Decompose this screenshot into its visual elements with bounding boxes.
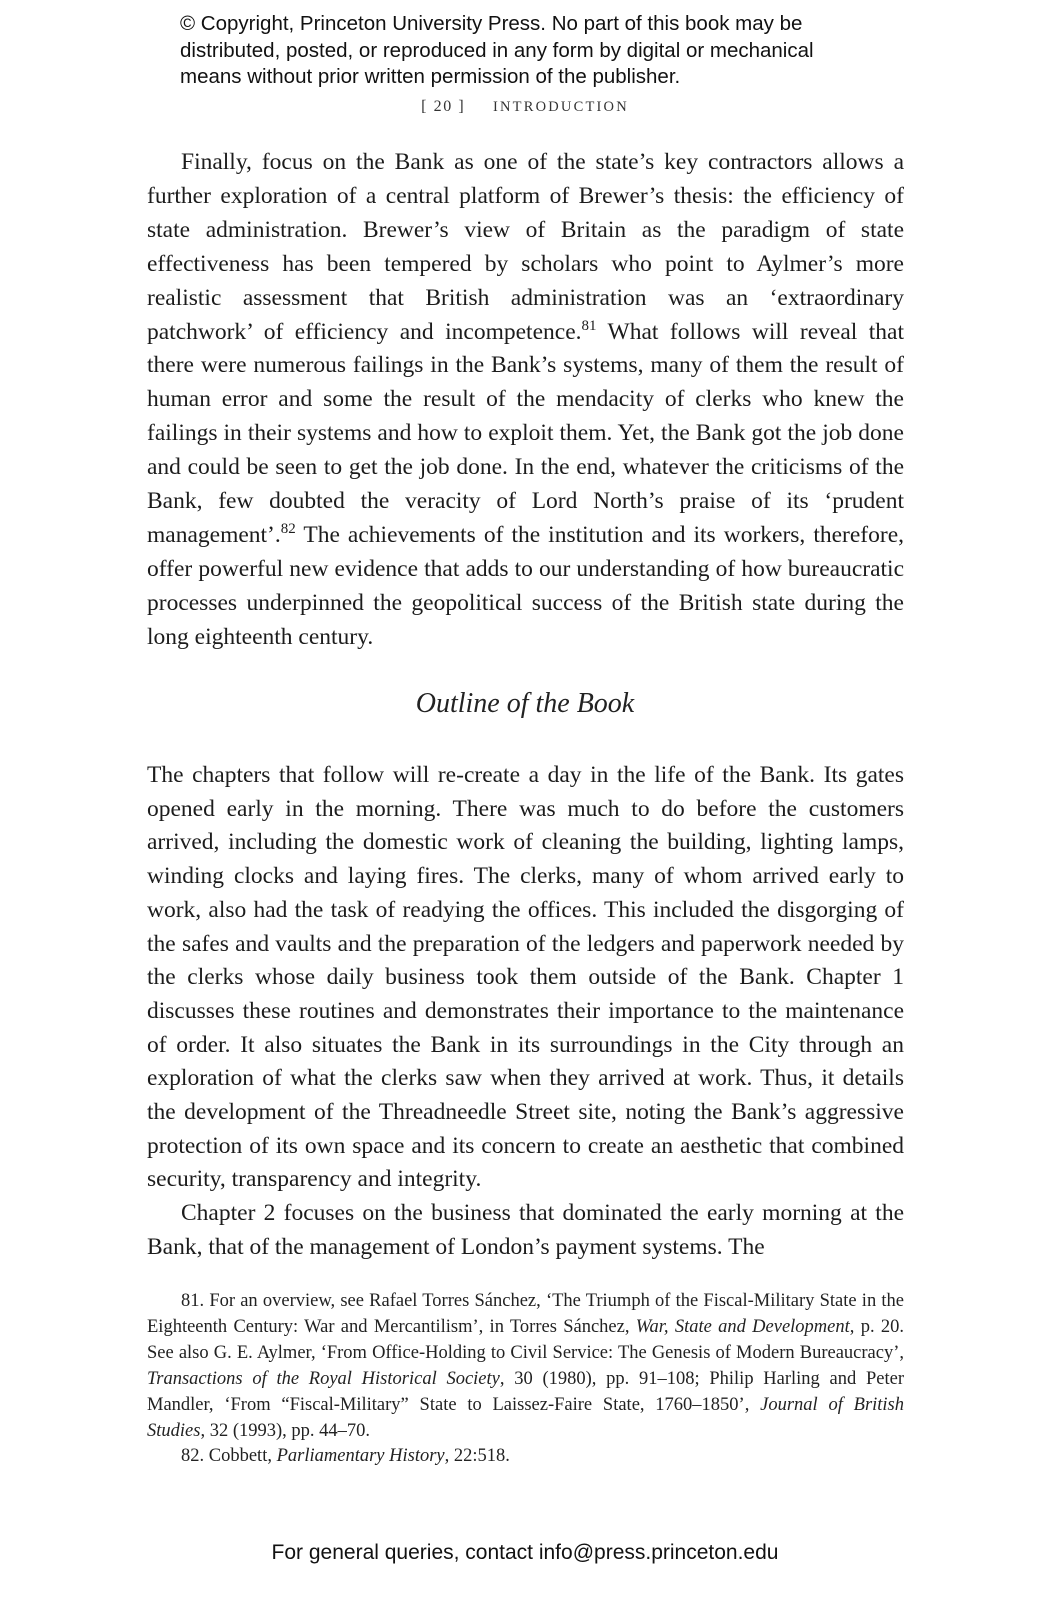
footnote-title: Parliamentary History xyxy=(276,1446,445,1467)
footnotes xyxy=(147,1289,904,1470)
footnote-text: , 32 (1993), pp. 44–70. xyxy=(200,1420,371,1441)
paragraph: Chapter 2 focuses on the business that dominated the early morning at the Bank, that of the management of London’s payment systems. The xyxy=(147,1200,904,1260)
paragraph xyxy=(147,146,904,655)
body-text-bottom xyxy=(147,759,904,1265)
footnote-81 xyxy=(147,1289,904,1444)
footnote-title: Transactions of the Royal Historical Society xyxy=(147,1368,500,1389)
footnote-title: War, State and Development xyxy=(635,1316,850,1337)
copyright-line: © Copyright, Princeton University Press. No part of this book may be xyxy=(180,12,803,35)
footnote-text: 81. For an overview, see Rafael Torres Sánchez, ‘The Triumph of the Fiscal-Military State in the Eighteenth Century: War and Mercantilism’, in Torres Sánchez, xyxy=(147,1291,904,1337)
footnote-ref-82: 82 xyxy=(280,520,296,537)
running-head-section: INTRODUCTION xyxy=(492,99,629,115)
running-head xyxy=(0,98,1050,116)
copyright-line: distributed, posted, or reproduced in any form by digital or mechanical xyxy=(180,38,814,62)
footnote-text: , 22:518. xyxy=(444,1446,510,1467)
page-number: [ 20 ] xyxy=(421,98,466,115)
copyright-notice xyxy=(180,11,900,91)
section-heading: Outline of the Book xyxy=(415,688,635,719)
paragraph-text: The achievements of the institution and its workers, therefore, offer powerful new evidence that adds to our understanding of how bureaucratic processes underpinned the geopolitical success of the British state during the long eighteenth century. xyxy=(147,521,904,650)
footnote-text: , p. 20. See also G. E. Aylmer, ‘From Office-Holding to Civil Service: The Genesis of Modern Bureaucracy’, xyxy=(147,1316,904,1363)
footnote-title: Journal of British Studies xyxy=(147,1394,905,1441)
footnote-ref-81: 81 xyxy=(581,317,597,334)
paragraph-text: What follows will reveal that there were numerous failings in the Bank’s systems, many of them the result of human error and some the result of the mendacity of clerks who knew the failings in their systems and how to exploit them. Yet, the Bank got the job done and could be seen to get the job done. In the end, whatever the criticisms of the Bank, few doubted the veracity of Lord North’s praise of its ‘prudent management’. xyxy=(147,318,904,548)
footer-contact: For general queries, contact info@press.princeton.edu xyxy=(271,1541,779,1564)
copyright-line: means without prior written permission of the publisher. xyxy=(180,65,681,88)
paragraph-text: Finally, focus on the Bank as one of the state’s key contractors allows a further exploration of a central platform of Brewer’s thesis: the efficiency of state administration. Brewer’s view of Britain as the paradigm of state effectiveness has been tempered by scholars who point to Aylmer’s more realistic assessment that British administration was an ‘extraordinary patchwork’ of efficiency and incompetence. xyxy=(147,149,904,345)
footnote-text: , 30 (1980), pp. 91–108; Philip Harling and Peter Mandler, ‘From “Fiscal-Military” State to Laissez-Faire State, 1760–1850’, xyxy=(147,1368,904,1415)
body-text-top xyxy=(147,146,904,655)
footnote-82 xyxy=(147,1444,904,1470)
paragraph: The chapters that follow will re-create a day in the life of the Bank. Its gates opened early in the morning. There was much to do before the customers arrived, including the domestic work of cleaning the building, lighting lamps, winding clocks and laying fires. The clerks, many of whom arrived early to work, also had the task of readying the offices. This included the disgorging of the safes and vaults and the preparation of the ledgers and paperwork needed by the clerks whose daily business took them outside of the Bank. Chapter 1 discusses these routines and demonstrates their importance to the maintenance of order. It also situates the Bank in its surroundings in the City through an exploration of what the clerks saw when they arrived at work. Thus, it details the development of the Threadneedle Street site, noting the Bank’s aggressive protection of its own space and its concern to create an aesthetic that combined security, transparency and integrity. xyxy=(147,762,904,1193)
footnote-text: 82. Cobbett, xyxy=(181,1446,277,1467)
